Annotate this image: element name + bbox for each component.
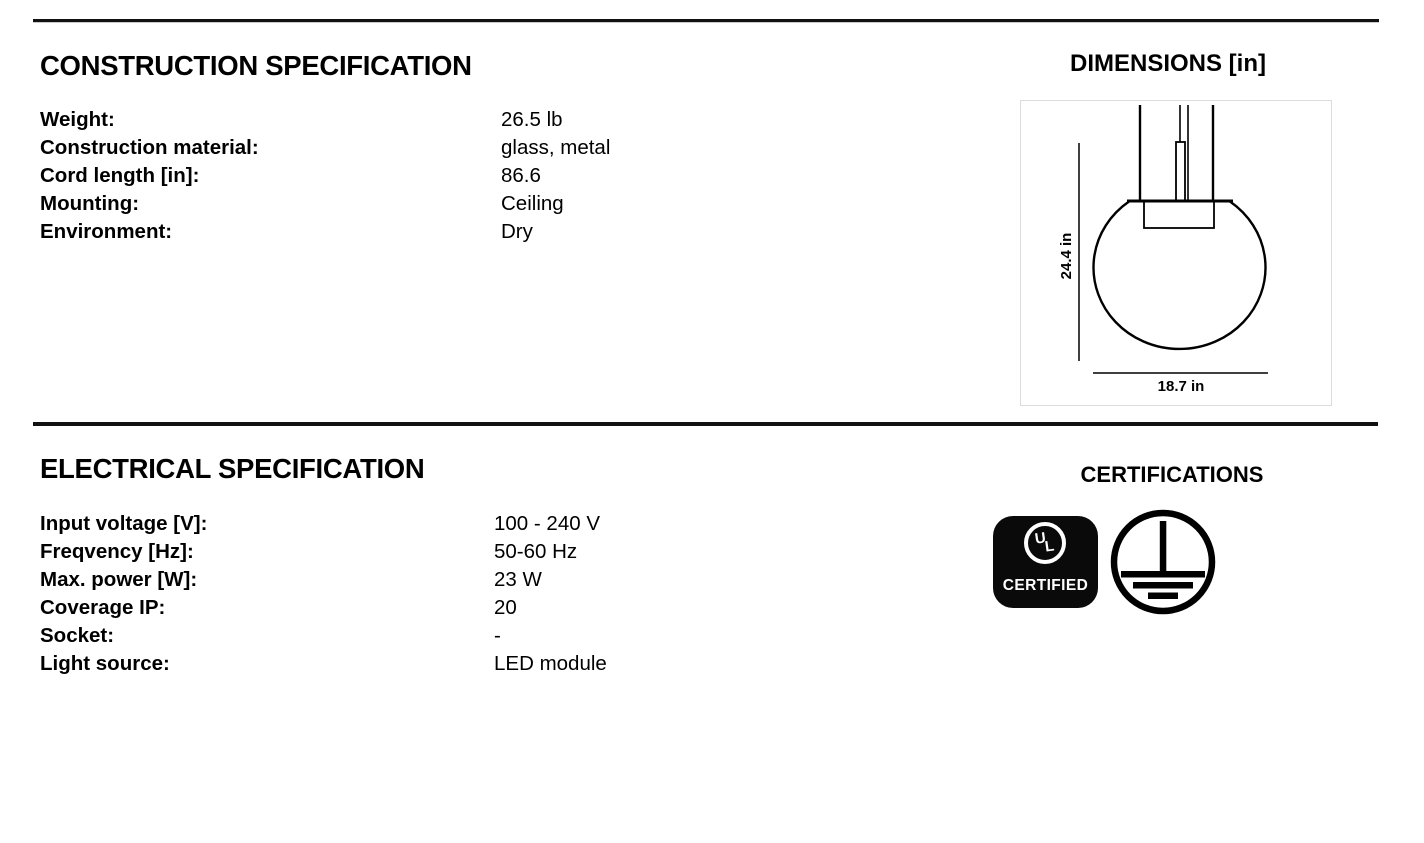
spec-label: Light source: bbox=[40, 652, 170, 675]
spec-row-socket bbox=[40, 622, 607, 650]
spec-row-light-source bbox=[40, 650, 607, 678]
pendant-lamp-diagram-icon bbox=[1021, 101, 1331, 405]
protective-earth-ground-icon bbox=[1108, 508, 1220, 620]
spec-value: 26.5 lb bbox=[501, 108, 563, 131]
ul-letter-u: U bbox=[1033, 529, 1047, 548]
spec-row-frequency bbox=[40, 538, 607, 566]
spec-value: 50-60 Hz bbox=[494, 540, 578, 563]
width-dimension-label: 18.7 in bbox=[1157, 378, 1205, 395]
top-divider-line bbox=[33, 19, 1379, 22]
ground-stem bbox=[1160, 521, 1167, 575]
dimensions-section-title: DIMENSIONS [in] bbox=[1070, 50, 1266, 77]
section-divider-line bbox=[33, 422, 1378, 426]
spec-value: Dry bbox=[501, 220, 533, 243]
spec-label: Input voltage [V]: bbox=[40, 512, 208, 535]
ul-certified-caption: CERTIFIED bbox=[1002, 577, 1089, 594]
spec-row-environment bbox=[40, 218, 610, 246]
spec-value: 23 W bbox=[494, 568, 542, 591]
ul-ring-icon bbox=[1024, 522, 1066, 564]
construction-spec-table bbox=[40, 106, 610, 246]
spec-row-input-voltage bbox=[40, 510, 607, 538]
spec-value: Ceiling bbox=[501, 192, 564, 215]
spec-label: Coverage IP: bbox=[40, 596, 166, 619]
spec-row-coverage-ip bbox=[40, 594, 607, 622]
spec-row-weight bbox=[40, 106, 610, 134]
ground-bar-medium bbox=[1133, 582, 1193, 589]
spec-row-construction-material bbox=[40, 134, 610, 162]
spec-label: Environment: bbox=[40, 220, 173, 243]
dimensions-drawing bbox=[1020, 100, 1332, 406]
electrical-section-title: ELECTRICAL SPECIFICATION bbox=[40, 453, 425, 484]
spec-value: 20 bbox=[494, 596, 517, 619]
spec-label: Max. power [W]: bbox=[40, 568, 198, 591]
ground-bar-short bbox=[1148, 593, 1178, 600]
spec-value: glass, metal bbox=[501, 136, 611, 159]
ground-bar-long bbox=[1121, 571, 1205, 578]
electrical-spec-table bbox=[40, 510, 607, 678]
spec-value: 100 - 240 V bbox=[494, 512, 600, 535]
spec-label: Freqvency [Hz]: bbox=[40, 540, 194, 563]
spec-label: Construction material: bbox=[40, 136, 259, 159]
ul-letter-l: L bbox=[1043, 537, 1056, 556]
spec-row-max-power bbox=[40, 566, 607, 594]
spec-value: - bbox=[494, 624, 501, 647]
spec-label: Cord length [in]: bbox=[40, 164, 200, 187]
cord-stem-rect bbox=[1176, 142, 1185, 201]
construction-section-title: CONSTRUCTION SPECIFICATION bbox=[40, 50, 472, 81]
spec-label: Weight: bbox=[40, 108, 115, 131]
spec-row-cord-length bbox=[40, 162, 610, 190]
spec-row-mounting bbox=[40, 190, 610, 218]
certifications-section-title: CERTIFICATIONS bbox=[1080, 462, 1264, 487]
ul-certified-badge-icon bbox=[993, 516, 1098, 608]
mount-cap-rect bbox=[1144, 201, 1214, 228]
height-dimension-label: 24.4 in bbox=[1058, 232, 1075, 280]
ground-symbol-icon bbox=[1108, 508, 1220, 620]
spec-value: 86.6 bbox=[501, 164, 541, 187]
spec-label: Mounting: bbox=[40, 192, 140, 215]
spec-label: Socket: bbox=[40, 624, 115, 647]
spec-value: LED module bbox=[494, 652, 607, 675]
